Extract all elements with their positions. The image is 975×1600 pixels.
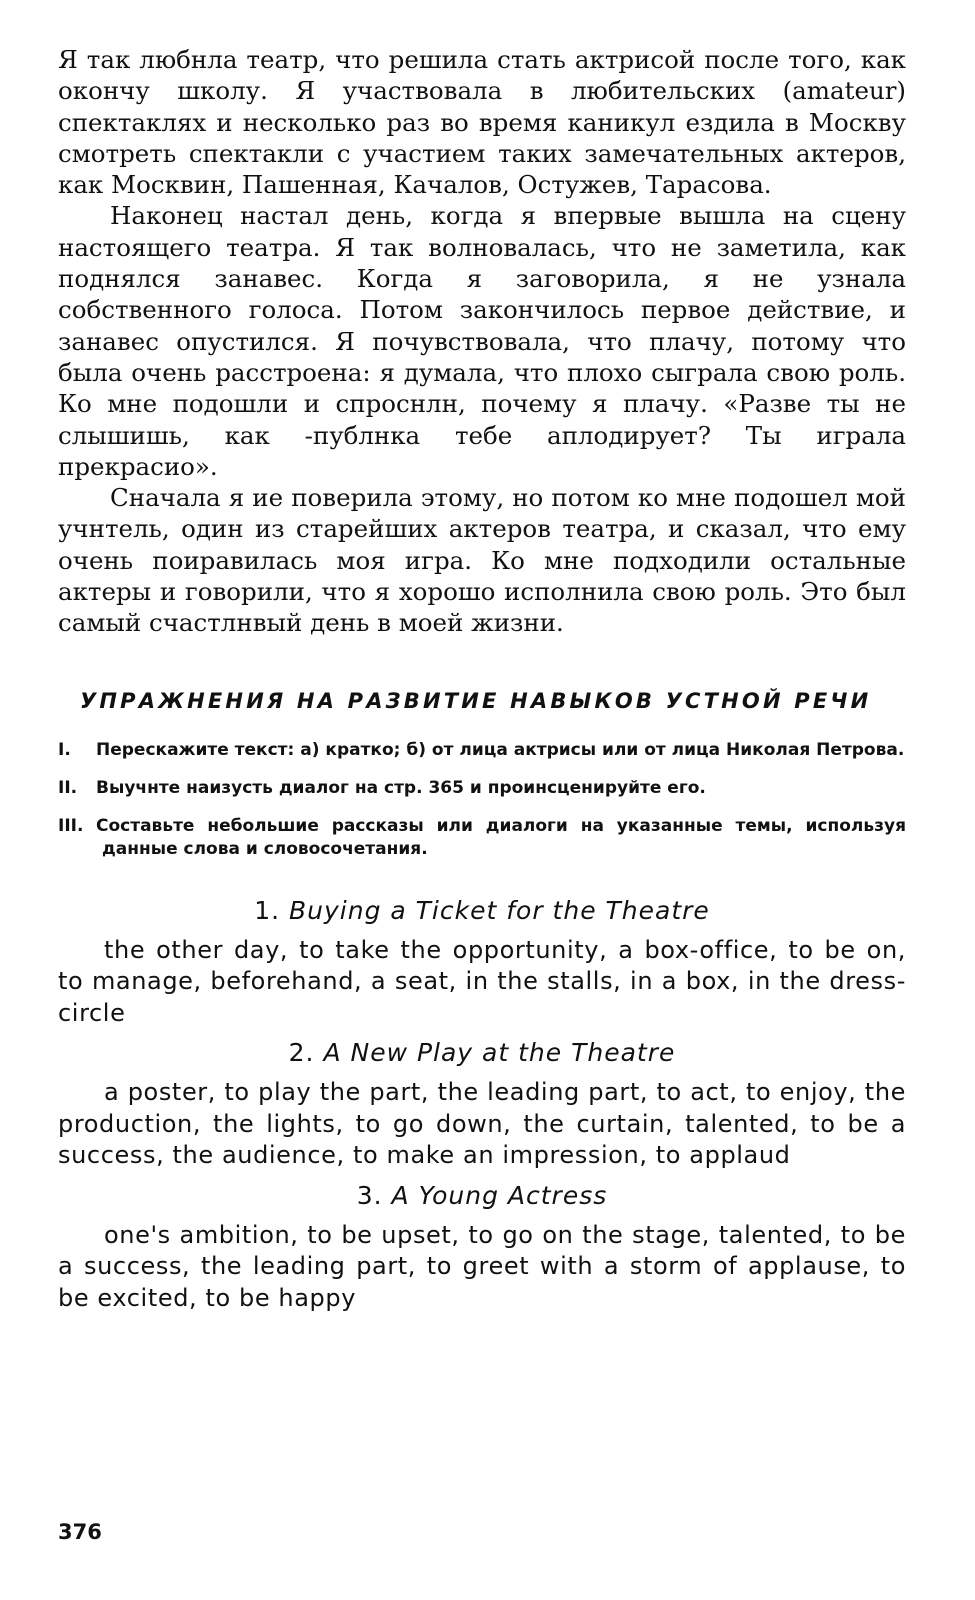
paragraph-2: Наконец настал день, когда я впервые вышла на сцену настоящего театра. Я так волновалась, что не заметила, как поднялся занавес. Когда я заговорила, я не узнала собственного голоса. Потом закончилось первое действие, и занавес опустился. Я почувствовала, что плачу, потому что была очень расстроена: я думала, что плохо сыграла свою роль. Ко мне подошли и спроснлн, почему я плачу. «Разве ты не слышишь, как -публнка тебе аплодирует? Ты играла прекрасио». (58, 201, 906, 481)
topic-vocabulary: a poster, to play the part, the leading part, to act, to enjoy, the production, the lights, to go down, the curtain, talented, to be a success, the audience, to make an impression, to applaud (58, 1078, 906, 1170)
topic-title (58, 1180, 906, 1212)
exercise-item (58, 739, 906, 762)
topic-title (58, 1037, 906, 1069)
topic-number: 1. (254, 895, 281, 925)
paragraph-1: Я так любнла театр, что решила стать актрисой после того, как окончу школу. Я участвовала в любительских (amateur) спектаклях и несколько раз во время каникул ездила в Москву смотреть спектакли с участием таких замечательных актеров, как Москвин, Пашенная, Качалов, Остужев, Тарасова. (58, 45, 906, 200)
topic-number: 3. (356, 1180, 383, 1210)
topic-title-text: A New Play at the Theatre (323, 1038, 676, 1068)
topic-title-text: A Young Actress (391, 1180, 608, 1210)
page-number: 376 (58, 1520, 102, 1544)
topic-title-text: Buying a Ticket for the Theatre (289, 895, 710, 925)
exercise-text: Составьте небольшие рассказы или диалоги на указанные темы, используя данные слова и словосочетания. (96, 815, 906, 859)
topic-vocabulary: one's ambition, to be upset, to go on the stage, talented, to be a success, the leading part, to greet with a storm of applause, to be excited, to be happy (58, 1220, 906, 1312)
exercise-text: Выучнте наизусть диалог на стр. 365 и проинсценируйте его. (96, 777, 706, 798)
exercise-text: Перескажите текст: а) кратко; б) от лица актрисы или от лица Николая Петрова. (96, 739, 905, 760)
topic-number: 2. (288, 1038, 315, 1068)
topic-title (58, 895, 906, 927)
topic-vocabulary: the other day, to take the opportunity, a box-office, to be on, to manage, beforehand, a seat, in the stalls, in a box, in the dress-circle (58, 935, 906, 1027)
section-heading: УПРАЖНЕНИЯ НА РАЗВИТИЕ НАВЫКОВ УСТНОЙ РЕЧИ (80, 688, 872, 713)
exercise-item (58, 777, 906, 800)
exercise-number: III. (58, 815, 84, 836)
exercise-item (58, 815, 906, 861)
paragraph-3: Сначала я ие поверила этому, но потом ко мне подошел мой учнтель, один из старейших актеров театра, и сказал, что ему очень поиравилась моя игра. Ко мне подходили остальные актеры и говорили, что я хорошо исполнила свою роль. Это был самый счастлнвый день в моей жизни. (58, 483, 906, 638)
page-content (58, 44, 906, 1314)
exercise-number: I. (58, 739, 71, 760)
exercise-number: II. (58, 777, 78, 798)
